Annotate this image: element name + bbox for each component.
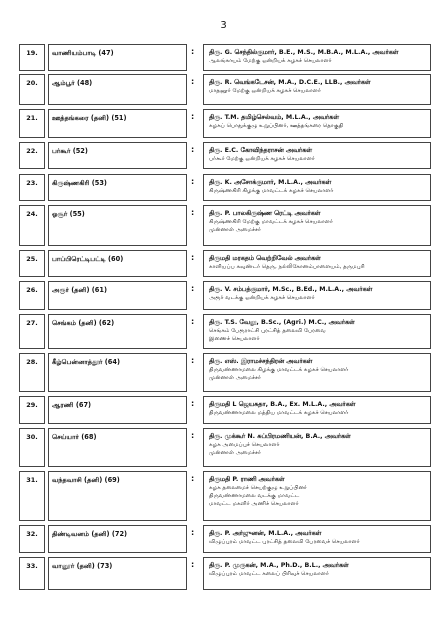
table-row — [19, 281, 431, 310]
serial-number: 21. — [19, 109, 45, 138]
candidate-role: விழுப்புரம் மாவட்ட கலைப் பிரிவுச் செயலாளர் — [209, 571, 329, 577]
table-row — [19, 471, 431, 521]
constituency-name: செங்கம் (தனி) (62) — [48, 314, 187, 349]
candidate-role: திருவண்ணாமலை கிழக்கு மாவட்டக் கழகச் செயலாளர் — [209, 367, 349, 373]
constituency-name: பாப்பிரெட்டிபட்டி (60) — [48, 250, 187, 277]
candidate-details — [203, 281, 431, 310]
candidate-role: முன்னாள் அமைச்சர் — [209, 450, 261, 456]
candidate-details — [203, 525, 431, 553]
serial-number: 28. — [19, 353, 45, 392]
candidate-role: திருவண்ணாமலை வடக்கு மாவட்ட — [209, 493, 300, 499]
serial-number: 25. — [19, 250, 45, 277]
serial-number: 32. — [19, 525, 45, 553]
candidate-role: கிருஷ்ணகிரி கிழக்கு மாவட்டக் கழகச் செயலாளர் — [209, 188, 334, 194]
constituency-name: கீழ்பென்னாத்தூர் (64) — [48, 353, 187, 392]
candidate-role: ஆலங்காயம் மேற்கு ஒன்றியக் கழகச் செயலாளர் — [209, 58, 332, 64]
candidate-role: விழுப்புரம் மாவட்ட புரட்சித் தலைவி பேரவைச் செயலாளர் — [209, 539, 360, 545]
colon-separator: : — [191, 560, 195, 569]
candidate-details — [203, 44, 431, 71]
candidate-name: திரு. G. செந்தில்குமார், B.E., M.S., M.B.A., M.L.A., அவர்கள் — [209, 49, 399, 56]
colon-separator: : — [191, 284, 195, 293]
candidate-role: கிருஷ்ணகிரி மேற்கு மாவட்டக் கழகச் செயலாளர் — [209, 219, 333, 225]
constituency-name: வானூர் (தனி) (73) — [48, 557, 187, 590]
candidate-name: திரு. P. பாலகிருஷ்ண ரெட்டி அவர்கள் — [209, 210, 321, 217]
colon-separator: : — [191, 112, 195, 121]
candidate-details — [203, 353, 431, 392]
candidate-details — [203, 471, 431, 521]
colon-separator: : — [191, 177, 195, 186]
constituency-name: பர்கூர் (52) — [48, 142, 187, 169]
serial-number: 31. — [19, 471, 45, 521]
serial-number: 33. — [19, 557, 45, 590]
candidate-details — [203, 174, 431, 201]
candidate-name: திரு. E.C. கோவிந்தராசன் அவர்கள் — [209, 147, 312, 154]
constituency-name: ஆரணி (67) — [48, 396, 187, 424]
candidate-role: கழக அமைப்புச் செயலாளர் — [209, 442, 280, 448]
colon-separator: : — [191, 77, 195, 86]
candidate-name: திரு. V. சம்பத்குமார், M.Sc., B.Ed., M.L.A., அவர்கள் — [209, 286, 373, 293]
table-row — [19, 142, 431, 169]
candidate-role: முன்னாள் அமைச்சர் — [209, 227, 261, 233]
serial-number: 19. — [19, 44, 45, 71]
table-row — [19, 396, 431, 424]
serial-number: 23. — [19, 174, 45, 201]
candidate-name: திரு. P. அர்ஜுனன், M.L.A., அவர்கள் — [209, 530, 322, 537]
table-row — [19, 557, 431, 590]
page-number: 3 — [220, 20, 227, 31]
candidate-role: இணைச் செயலாளர் — [209, 336, 260, 342]
candidate-name: திரு. K. அசோக்குமார், M.L.A., அவர்கள் — [209, 179, 332, 186]
table-row — [19, 109, 431, 138]
colon-separator: : — [191, 253, 195, 262]
candidate-role: பர்கூர் மேற்கு ஒன்றியக் கழகச் செயலாளர் — [209, 156, 315, 162]
colon-separator: : — [191, 528, 195, 537]
table-row — [19, 205, 431, 246]
serial-number: 22. — [19, 142, 45, 169]
serial-number: 24. — [19, 205, 45, 246]
table-row — [19, 74, 431, 105]
candidate-name: திருமதி மரகதம் வெற்றிவேல் அவர்கள் — [209, 255, 321, 262]
candidate-details — [203, 314, 431, 349]
table-row — [19, 250, 431, 277]
candidate-role: காளியப்ப கவுண்டர் தெரு, நல்லிகோனம்பாளையம், தருமபுரி — [209, 264, 365, 270]
candidate-name: திரு. T.M. தமிழ்செல்வம், M.L.A., அவர்கள் — [209, 114, 339, 121]
table-row — [19, 525, 431, 553]
table-row — [19, 353, 431, 392]
constituency-name: கிருஷ்ணகிரி (53) — [48, 174, 187, 201]
serial-number: 29. — [19, 396, 45, 424]
candidate-role: அரூர் வடக்கு ஒன்றியக் கழகச் செயலாளர் — [209, 295, 315, 301]
colon-separator: : — [191, 474, 195, 483]
constituency-name: ஊத்தங்கரை (தனி) (51) — [48, 109, 187, 138]
constituency-name: ஓசூர் (55) — [48, 205, 187, 246]
candidate-details — [203, 142, 431, 169]
table-row — [19, 44, 431, 71]
candidate-name: திருமதி L ஜெயசுதா, B.A., Ex. M.L.A., அவர்கள் — [209, 401, 356, 408]
colon-separator: : — [191, 399, 195, 408]
colon-separator: : — [191, 208, 195, 217]
candidate-role: செங்கம் பேரூராட்சி புரட்சித் தலைவி பேரவை — [209, 328, 326, 334]
constituency-name: வந்தவாசி (தனி) (69) — [48, 471, 187, 521]
candidate-name: திரு. P. முருகன், M.A., Ph.D., B.L., அவர்கள் — [209, 562, 349, 569]
candidate-name: திரு. T.S. வேலு, B.Sc., (Agri.) M.C., அவர்கள் — [209, 319, 355, 326]
table-row — [19, 314, 431, 349]
candidate-details — [203, 205, 431, 246]
candidate-role: மாதனூர் மேற்கு ஒன்றியக் கழகச் செயலாளர் — [209, 88, 321, 94]
candidate-details — [203, 74, 431, 105]
table-row — [19, 174, 431, 201]
candidate-details — [203, 250, 431, 277]
constituency-name: வாணியம்பாடி (47) — [48, 44, 187, 71]
candidate-role: கழகப் பொதுக்குழு உறுப்பினர், ஊத்தங்கரை தொகுதி — [209, 123, 344, 129]
serial-number: 26. — [19, 281, 45, 310]
candidate-role: மாவட்ட மகளிர் அணிச் செயலாளர் — [209, 501, 299, 507]
colon-separator: : — [191, 47, 195, 56]
candidate-role: முன்னாள் அமைச்சர் — [209, 375, 261, 381]
serial-number: 20. — [19, 74, 45, 105]
constituency-name: திண்டிவனம் (தனி) (72) — [48, 525, 187, 553]
candidate-details — [203, 557, 431, 590]
candidate-details — [203, 428, 431, 467]
colon-separator: : — [191, 431, 195, 440]
candidate-name: திரு. முக்கூர் N. சுப்பிரமணியன், B.A., அவர்கள் — [209, 433, 351, 440]
table-row — [19, 428, 431, 467]
constituency-name: செய்யார் (68) — [48, 428, 187, 467]
colon-separator: : — [191, 356, 195, 365]
candidate-role: திருவண்ணாமலை மத்திய மாவட்டக் கழகச் செயலாளர் — [209, 410, 349, 416]
candidate-name: திருமதி P. ராணி அவர்கள் — [209, 476, 285, 483]
serial-number: 27. — [19, 314, 45, 349]
candidate-role: கழக தலைமைச் செயற்குழு உறுப்பினர் — [209, 485, 307, 491]
candidate-name: திரு. எஸ். இராமச்சந்திரன் அவர்கள் — [209, 358, 313, 365]
candidate-details — [203, 396, 431, 424]
colon-separator: : — [191, 317, 195, 326]
serial-number: 30. — [19, 428, 45, 467]
candidate-details — [203, 109, 431, 138]
candidate-name: திரு. R. வெங்கடேசன், M.A., D.C.E., LLB., அவர்கள் — [209, 79, 371, 86]
constituency-name: அரூர் (தனி) (61) — [48, 281, 187, 310]
constituency-name: ஆம்பூர் (48) — [48, 74, 187, 105]
colon-separator: : — [191, 145, 195, 154]
